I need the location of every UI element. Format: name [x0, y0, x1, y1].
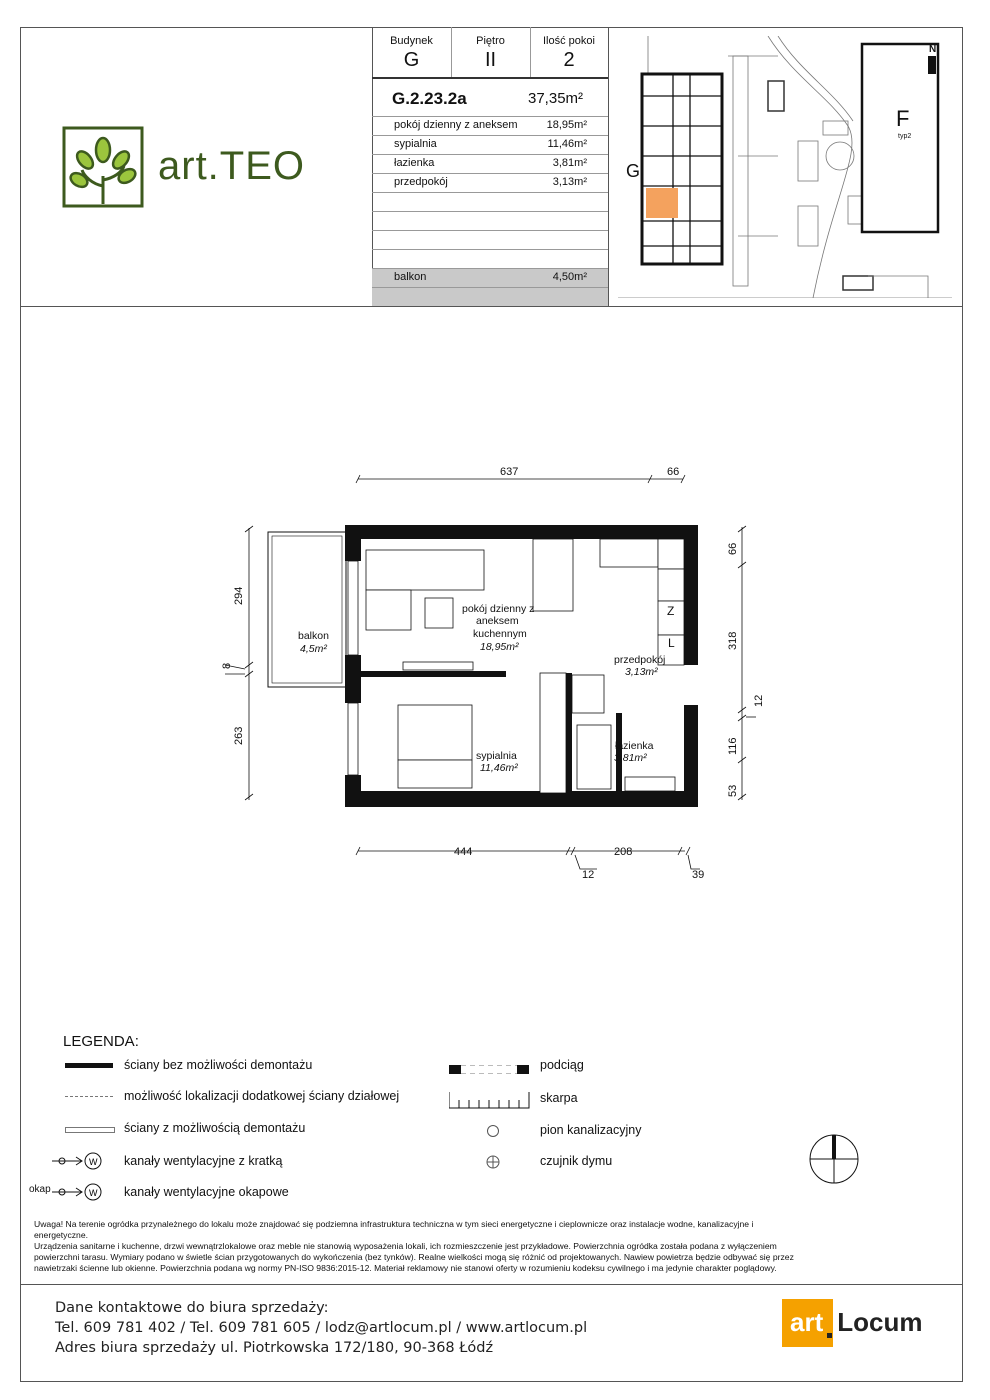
svg-text:66: 66	[667, 466, 680, 478]
legend-removable-wall-icon	[65, 1127, 115, 1133]
svg-text:318: 318	[727, 631, 739, 650]
skarpa-icon	[449, 1092, 531, 1115]
budynek-value: G	[403, 49, 420, 71]
artlocum-logo: art Locum	[782, 1299, 922, 1347]
pokoje-value: 2	[563, 49, 575, 71]
site-label-f: F	[896, 106, 910, 131]
svg-text:208: 208	[614, 846, 633, 858]
pietro-value: II	[484, 49, 497, 71]
site-plan	[618, 36, 952, 298]
svg-text:balkon: balkon	[298, 630, 329, 642]
pion-icon	[487, 1125, 499, 1137]
okap-prefix: okap	[29, 1184, 51, 1195]
svg-text:łazienka: łazienka	[615, 740, 654, 752]
svg-text:3,81m²: 3,81m²	[614, 752, 647, 764]
site-label-g: G	[626, 161, 641, 181]
pokoje-label: Ilość pokoi	[543, 35, 595, 47]
svg-text:8: 8	[221, 662, 233, 669]
svg-text:L: L	[668, 636, 675, 650]
svg-text:263: 263	[233, 726, 245, 745]
room-row: łazienka 3,81m²	[372, 155, 608, 174]
svg-text:pokój dzienny z: pokój dzienny z	[462, 603, 535, 615]
svg-text:53: 53	[727, 784, 739, 797]
room-row: przedpokój 3,13m²	[372, 174, 608, 193]
contact-block	[55, 1298, 587, 1358]
disclaimer: Uwaga! Na terenie ogródka przynależnego do lokalu może znajdować się podziemna infrastruktura techniczna w tym sieci energetyczne i cieplownicze oraz instalacje wodne, kanalizacyjne i energetyczne. Urządzenia sanitarne i kuchenne, drzwi wewnątrzlokalowe oraz meble nie stanowią wyposażenia lokali, ich rozmieszczenie jest przykładowe. Powierzchnia ogródka została podana z wyłączeniem powierzchni tarasu. Wymiary podano w świetle ścian przygotowanych do wykończenia (bez tynków). Realne wielkości mogą się różnić od projektowanych. Nawiew powietrza będzie odbywać się przez nawietrzaki ścienne lub okienne. Powierzchnia podana wg normy PN-ISO 9836:2015-12. Materiał reklamowy nie stanowi oferty w rozumieniu kodeksu cywilnego i ma jedynie charakter poglądowy.	[34, 1219, 794, 1273]
smoke-detector-icon	[486, 1155, 500, 1174]
svg-text:kuchennym: kuchennym	[473, 628, 527, 640]
header-divider	[20, 306, 963, 307]
contact-address: Adres biura sprzedaży ul. Piotrkowska 172/180, 90-368 Łódź	[55, 1340, 494, 1356]
svg-text:39: 39	[692, 869, 705, 881]
svg-text:18,95m²: 18,95m²	[480, 641, 519, 653]
contact-heading: Dane kontaktowe do biura sprzedaży:	[55, 1300, 329, 1316]
legend-dashed-wall-icon	[65, 1096, 113, 1097]
svg-text:przedpokój: przedpokój	[614, 654, 666, 666]
podciag-icon	[449, 1061, 529, 1070]
svg-text:3,13m²: 3,13m²	[625, 666, 658, 678]
svg-text:sypialnia: sypialnia	[476, 750, 517, 762]
logo-mark	[62, 126, 144, 208]
legend-title: LEGENDA:	[63, 1033, 139, 1050]
svg-text:11,46m²: 11,46m²	[480, 762, 518, 774]
legend-solid-wall-icon	[65, 1063, 113, 1068]
svg-text:W: W	[89, 1157, 98, 1167]
pietro-label: Piętro	[476, 35, 505, 47]
vent-grille-icon	[52, 1152, 104, 1175]
room-row: sypialnia 11,46m²	[372, 136, 608, 155]
svg-text:12: 12	[582, 869, 595, 881]
svg-text:W: W	[89, 1188, 98, 1198]
room-row: pokój dzienny z aneksem 18,95m²	[372, 117, 608, 136]
balcony-row: balkon 4,50m²	[372, 269, 608, 306]
header-col-divider	[608, 27, 609, 306]
svg-text:116: 116	[727, 737, 739, 755]
compass-icon	[807, 1132, 861, 1191]
vent-hood-icon	[52, 1183, 104, 1206]
budynek-label: Budynek	[390, 35, 433, 47]
svg-text:66: 66	[727, 542, 739, 555]
svg-text:12: 12	[753, 694, 765, 707]
svg-text:4,5m²: 4,5m²	[300, 643, 327, 655]
north-label: N	[929, 44, 937, 55]
site-label-f-sub: typ2	[898, 133, 912, 140]
svg-text:294: 294	[233, 586, 245, 605]
svg-text:aneksem: aneksem	[476, 615, 519, 627]
svg-text:Z: Z	[667, 604, 675, 618]
unit-id: G.2.23.2a	[392, 89, 467, 108]
unit-area: 37,35m²	[528, 90, 584, 107]
svg-text:637: 637	[500, 466, 519, 478]
svg-text:444: 444	[454, 846, 473, 858]
floor-plan	[200, 455, 780, 895]
logo-text: art.TEO	[158, 144, 306, 188]
contact-phones: Tel. 609 781 402 / Tel. 609 781 605 / lodz@artlocum.pl / www.artlocum.pl	[55, 1320, 588, 1336]
